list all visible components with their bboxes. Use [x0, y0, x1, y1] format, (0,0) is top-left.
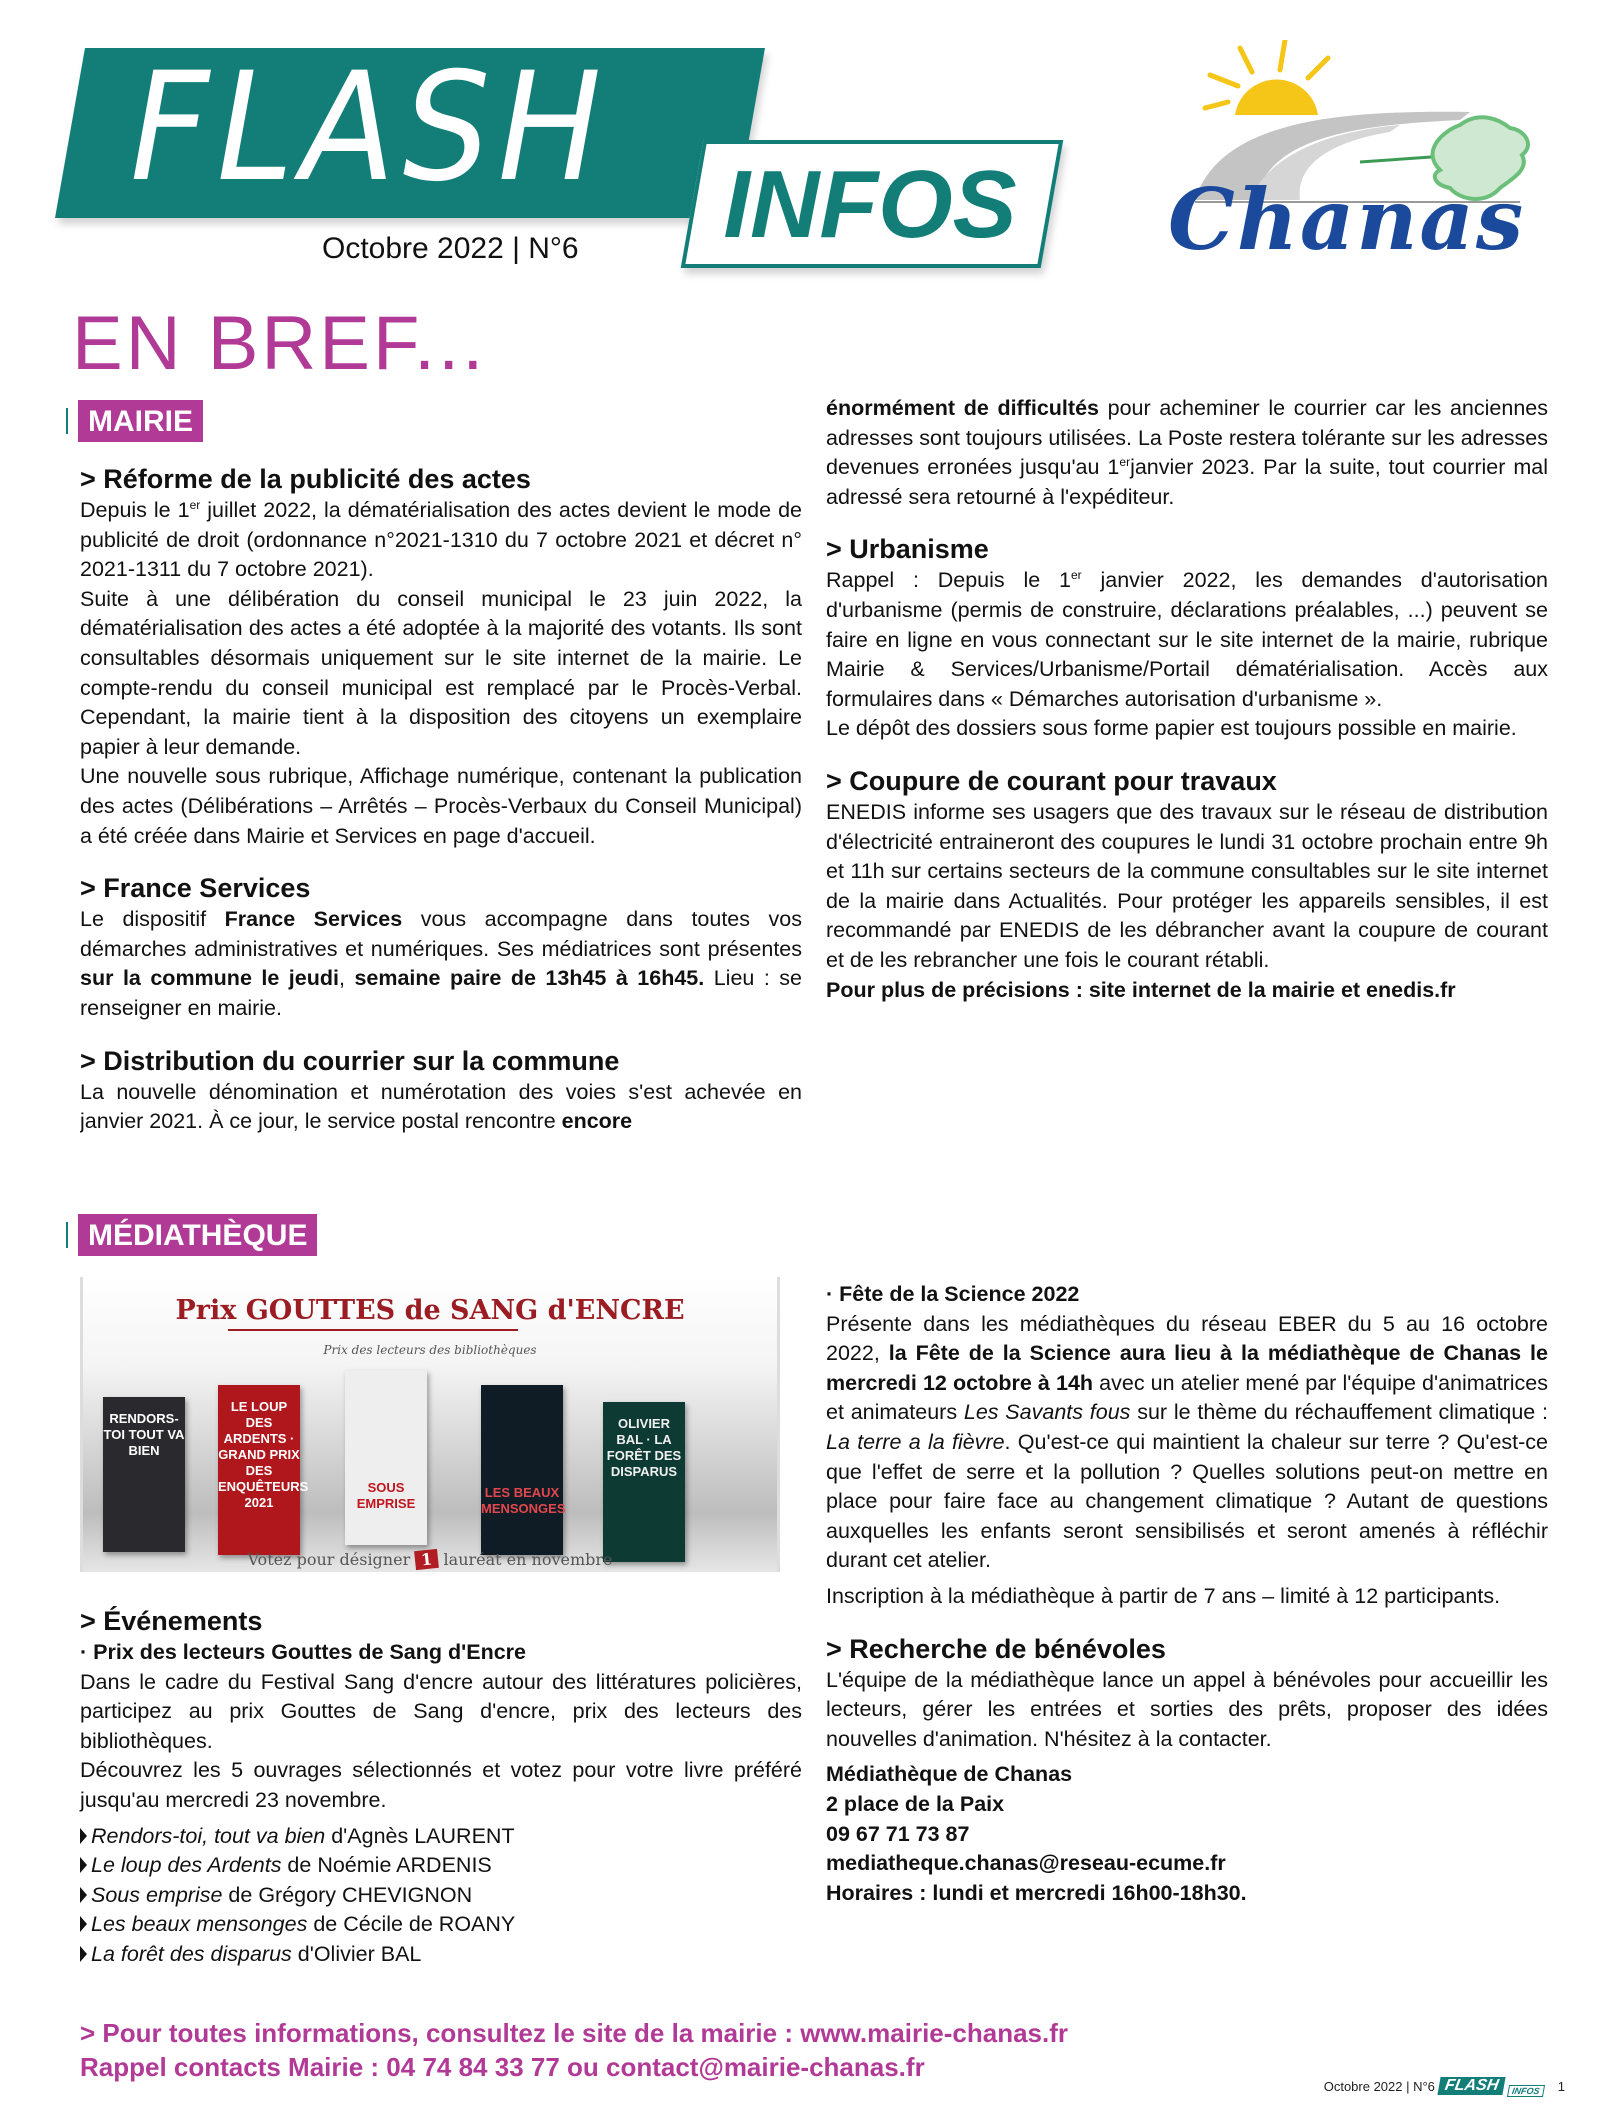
urbanisme-paragraph-2: Le dépôt des dossiers sous forme papier est toujours possible en mairie. — [826, 716, 1517, 741]
heading-benevoles: > Recherche de bénévoles — [826, 1633, 1166, 1664]
heading-reforme: > Réforme de la publicité des actes — [80, 464, 531, 494]
chanas-logo-text: Chanas — [1168, 170, 1526, 269]
contact-email[interactable]: mediatheque.chanas@reseau-ecume.fr — [826, 1851, 1226, 1876]
folio-flash-logo: FLASH — [1437, 2077, 1506, 2095]
triangle-bullet-icon — [80, 1828, 87, 1844]
triangle-bullet-icon — [80, 1946, 87, 1962]
coupure-paragraph: ENEDIS informe ses usagers que des travaux sur le réseau de distribution d'électricité entraineront des coupures le lundi 31 octobre prochain entre 9h et 11h sur certains secteurs de la commune consultables sur le site internet de la mairie dans Actualités. Pour protéger les appareils sensibles, il est recommandé par ENEDIS de les débrancher avant la coupure de courant et de les rebrancher une fois le courant rétabli. — [826, 799, 1548, 972]
courrier-paragraph: La nouvelle dénomination et numérotation des voies s'est achevée en janvier 2021. À ce jour, le service postal rencontre encore — [80, 1079, 802, 1134]
section-marker — [66, 408, 68, 434]
flash-title: FLASH — [130, 41, 609, 215]
reforme-paragraph-3: Une nouvelle sous rubrique, Affichage numérique, contenant la publication des actes (Délibérations – Arrêtés – Procès-Verbaux du Conseil Municipal) a été créée dans Mairie et Services en page d'accueil. — [80, 764, 802, 848]
page-title: EN BREF... — [72, 301, 487, 386]
heading-france-services: > France Services — [80, 873, 311, 904]
prix-poster-image — [80, 1277, 780, 1572]
book-cover-1: RENDORS-TOI TOUT VA BIEN — [103, 1397, 185, 1552]
reforme-paragraph-1: Depuis le 1er juillet 2022, la dématérialisation des actes devient le mode de publicité de droit (ordonnance n°2021-1310 du 7 octobre 2021 et décret n° 2021-1311 du 7 octobre 2021). — [80, 497, 802, 582]
list-item: Sous emprise de Grégory CHEVIGNON — [80, 1881, 802, 1911]
heading-courrier: > Distribution du courrier sur la commune — [80, 1045, 620, 1076]
contact-phone: 09 67 71 73 87 — [826, 1821, 970, 1846]
urbanisme-paragraph-1: Rappel : Depuis le 1er janvier 2022, les demandes d'autorisation d'urbanisme (permis de construire, déclarations préalables, ...) peuvent se faire en ligne en vous connectant sur le site internet de la mairie, rubrique Mairie & Services/Urbanisme/Portail dématérialisation. Accès aux formulaires dans « Démarches autorisation d'urbanisme ». — [826, 568, 1548, 711]
list-item: Le loup des Ardents de Noémie ARDENIS — [80, 1851, 802, 1881]
evenements-subheading: · Prix des lecteurs Gouttes de Sang d'Encre — [80, 1640, 526, 1664]
folio-infos-logo: INFOS — [1507, 2085, 1545, 2097]
triangle-bullet-icon — [80, 1916, 87, 1932]
page-number: 1 — [1557, 2078, 1565, 2094]
mediatheque-right-column — [826, 1280, 1548, 1908]
contact-name: Médiathèque de Chanas — [826, 1762, 1073, 1787]
section-tag-mairie: MAIRIE — [78, 400, 203, 442]
section-tag-mediatheque: MÉDIATHÈQUE — [78, 1214, 317, 1256]
page-folio — [1324, 2075, 1565, 2097]
mairie-left-column — [80, 462, 802, 1138]
courrier-paragraph-continued: énormément de difficultés pour acheminer le courrier car les anciennes adresses sont toujours utilisées. La Poste restera tolérante sur les adresses devenues erronées jusqu'au 1erjanvier 2023. Par la suite, tout courrier mal adressé sera retourné à l'expéditeur. — [826, 396, 1548, 509]
science-inscription: Inscription à la médiathèque à partir de 7 ans – limité à 12 participants. — [826, 1583, 1501, 1608]
science-paragraph: Présente dans les médiathèques du réseau EBER du 5 au 16 octobre 2022, la Fête de la Science aura lieu à la médiathèque de Chanas le mercredi 12 octobre à 14h avec un atelier mené par l'équipe d'animatrices et animateurs Les Savants fous sur le thème du réchauffement climatique : La terre a la fièvre. Qu'est-ce qui maintient la chaleur sur terre ? Qu'est-ce que l'effet de serre et la pollution ? Quelles solutions peut-on mettre en place pour faire face au changement climatique ? Autant de questions auxquelles les enfants seront sensibilisés et seront amenés à réfléchir durant cet atelier. — [826, 1311, 1549, 1573]
heading-coupure: > Coupure de courant pour travaux — [826, 765, 1277, 796]
list-item: La forêt des disparus d'Olivier BAL — [80, 1940, 802, 1970]
poster-subtitle: Prix des lecteurs des bibliothèques — [323, 1343, 537, 1357]
coupure-more-info: Pour plus de précisions : site internet de la mairie et enedis.fr — [826, 977, 1456, 1002]
triangle-bullet-icon — [80, 1857, 87, 1873]
book-cover-5: OLIVIER BAL · LA FORÊT DES DISPARUS — [603, 1402, 685, 1562]
evenements-paragraph-1: Dans le cadre du Festival Sang d'encre autour des littératures policières, participez au prix Gouttes de Sang d'encre, prix des lecteurs des bibliothèques. — [80, 1669, 802, 1753]
book-cover-4: LES BEAUX MENSONGES — [481, 1385, 563, 1555]
issue-date: Octobre 2022 | N°6 — [322, 232, 579, 265]
science-heading: · Fête de la Science 2022 — [826, 1282, 1080, 1306]
book-cover-2: LE LOUP DES ARDENTS · GRAND PRIX DES ENQUÊTEURS 2021 — [218, 1385, 300, 1555]
mediatheque-left-column — [80, 1604, 802, 1970]
book-cover-3: SOUS EMPRISE — [345, 1370, 427, 1545]
reforme-paragraph-2: Suite à une délibération du conseil municipal le 23 juin 2022, la dématérialisation des actes a été adoptée à la majorité des votants. Ils sont consultables désormais uniquement sur le site internet de la mairie. Le compte-rendu du conseil municipal est remplacé par le Procès-Verbal. Cependant, la mairie tient à la disposition des citoyens un exemplaire papier à leur demande. — [80, 586, 802, 759]
poster-vote-line: Votez pour désigner 1 lauréat en novembre — [247, 1549, 613, 1570]
selected-books-list — [80, 1822, 802, 1970]
poster-underline — [228, 1329, 518, 1331]
mairie-right-column — [826, 394, 1548, 1005]
infos-title: INFOS — [723, 151, 1017, 258]
contact-hours: Horaires : lundi et mercredi 16h00-18h30. — [826, 1880, 1247, 1905]
footer-contact[interactable]: Rappel contacts Mairie : 04 74 84 33 77 ou contact@mairie-chanas.fr — [80, 2052, 925, 2082]
france-services-paragraph: Le dispositif France Services vous accompagne dans toutes vos démarches administratives et numériques. Ses médiatrices sont présentes sur la commune le jeudi, semaine paire de 13h45 à 16h45. Lieu : se renseigner en mairie. — [80, 907, 803, 1020]
poster-title: Prix GOUTTES de SANG d'ENCRE — [175, 1295, 685, 1326]
footer-website-link[interactable]: > Pour toutes informations, consultez le site de la mairie : www.mairie-chanas.fr — [80, 2018, 1069, 2048]
triangle-bullet-icon — [80, 1887, 87, 1903]
evenements-paragraph-2: Découvrez les 5 ouvrages sélectionnés et votez pour votre livre préféré jusqu'au mercredi 23 novembre. — [80, 1758, 802, 1812]
contact-address: 2 place de la Paix — [826, 1791, 1005, 1816]
heading-evenements: > Événements — [80, 1606, 263, 1636]
benevoles-paragraph: L'équipe de la médiathèque lance un appel à bénévoles pour accueillir les lecteurs, gérer les entrées et sorties des prêts, proposer des idées nouvelles d'animation. N'hésitez à la contacter. — [826, 1667, 1548, 1751]
section-marker — [66, 1222, 68, 1248]
heading-urbanisme: > Urbanisme — [826, 534, 989, 565]
list-item: Rendors-toi, tout va bien d'Agnès LAURENT — [80, 1822, 802, 1852]
folio-issue: Octobre 2022 | N°6 — [1323, 2078, 1435, 2094]
list-item: Les beaux mensonges de Cécile de ROANY — [80, 1910, 802, 1940]
